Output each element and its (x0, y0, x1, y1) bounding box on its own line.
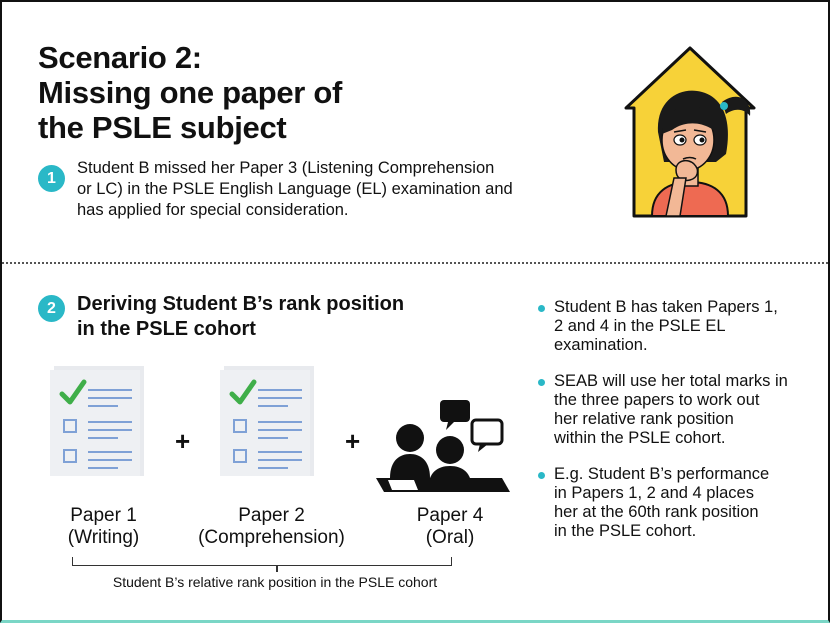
rank-caption: Student B’s relative rank position in the PSLE cohort (112, 574, 438, 590)
discussion-group-icon (374, 398, 514, 494)
paper-label (46, 505, 161, 549)
intro-text (77, 158, 577, 221)
paper-sub: (Writing) (67, 527, 140, 548)
paper-sub: (Oral) (425, 527, 475, 548)
bullet-line: in the PSLE cohort. (554, 522, 697, 540)
bullet-line: in Papers 1, 2 and 4 places (554, 484, 754, 502)
intro-line: or LC) in the PSLE English Language (EL) examination and (77, 180, 513, 198)
paper-label (390, 505, 510, 549)
step-badge-1: 1 (38, 165, 65, 192)
title-line: Missing one paper of (38, 75, 343, 110)
paper-sub: (Comprehension) (198, 527, 345, 548)
step-badge-2: 2 (38, 295, 65, 322)
title-line: Scenario 2: (38, 40, 202, 75)
paper-name: Paper 1 (70, 505, 137, 526)
section-title-line: in the PSLE cohort (77, 318, 256, 340)
page-title (38, 40, 458, 145)
bullet-line: her relative rank position (554, 410, 734, 428)
section-title-line: Deriving Student B’s rank position (77, 293, 405, 315)
plus-sign: + (175, 426, 191, 456)
paper-name: Paper 4 (416, 505, 484, 526)
section-title (77, 292, 497, 342)
bullet-item (538, 298, 818, 355)
bullet-line: her at the 60th rank position (554, 503, 759, 521)
bullet-dot (538, 305, 545, 312)
paper-label (184, 505, 359, 549)
bullet-line: Student B has taken Papers 1, (554, 298, 778, 316)
intro-line: Student B missed her Paper 3 (Listening Comprehension (77, 159, 495, 177)
bullet-line: 2 and 4 in the PSLE EL (554, 317, 726, 335)
bullet-dot (538, 472, 545, 479)
bracket-tick (276, 565, 278, 572)
intro-line: has applied for special consideration. (77, 201, 349, 219)
bullet-item (538, 372, 818, 448)
plus-sign: + (345, 426, 361, 456)
bullet-line: examination. (554, 336, 648, 354)
bullet-list (538, 298, 818, 558)
bullet-line: E.g. Student B’s performance (554, 465, 770, 483)
bullet-dot (538, 379, 545, 386)
girl-thinking-house-illustration (620, 44, 760, 220)
bullet-line: the three papers to work out (554, 391, 760, 409)
checklist-paper-icon (218, 362, 318, 480)
section-divider (2, 262, 828, 264)
bullet-line: SEAB will use her total marks in (554, 372, 788, 390)
title-line: the PSLE subject (38, 110, 287, 145)
bullet-line: within the PSLE cohort. (554, 429, 726, 447)
paper-name: Paper 2 (238, 505, 305, 526)
bullet-item (538, 465, 818, 541)
bracket-line (72, 557, 452, 566)
checklist-paper-icon (48, 362, 148, 480)
